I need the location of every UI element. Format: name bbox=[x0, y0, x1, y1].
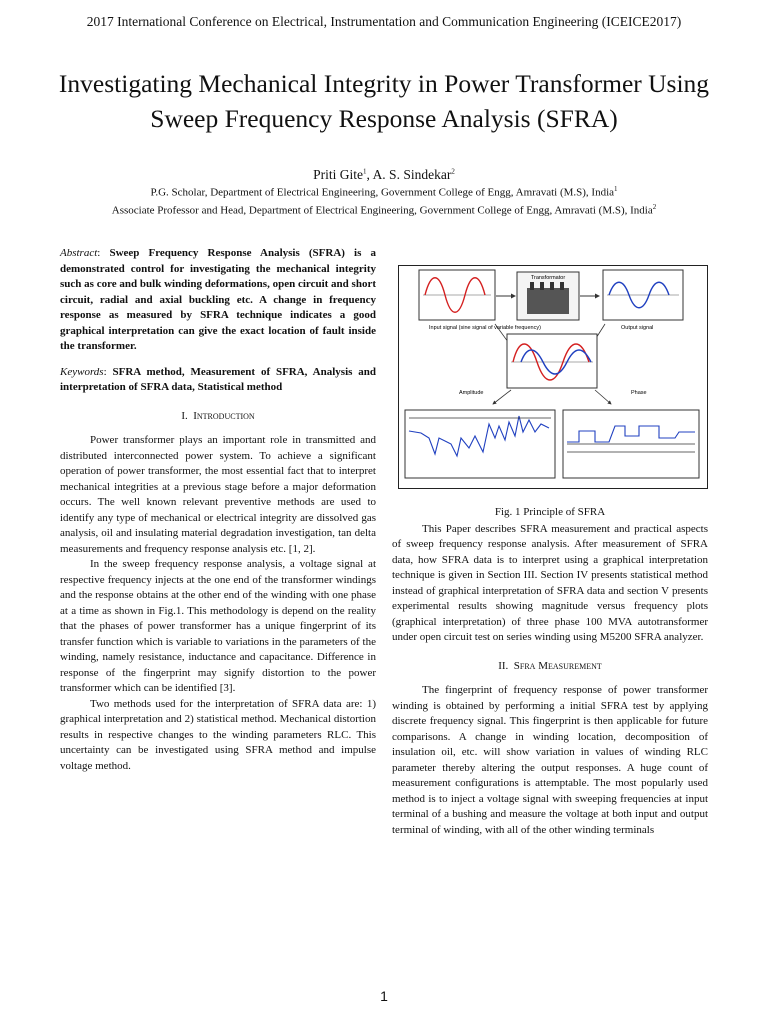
author-line bbox=[0, 167, 768, 183]
affiliation-1 bbox=[0, 185, 768, 199]
intro-paragraph-2: In the sweep frequency response analysis, a voltage signal at respective frequency injects at the one end of the transformer windings and the response obtains at the other end of the winding with one phase at a time as shown in Fig.1. This methodology is depend on the reality that the phases of power transformer has a unique fingerprint of its transfer function which is variable to variations in the parameters of the winding, namely resistance, inductance and capacitance. Difference in response of the fingerprint may signify distortion to the power transformer which can be identified [3]. bbox=[60, 558, 376, 694]
transformer-label: Transformator bbox=[530, 275, 566, 281]
abstract bbox=[60, 246, 376, 355]
section-2-paragraph: The fingerprint of frequency response of power transformer winding is obtained by performing a initial SFRA test by applying discrete frequency signal. This fingerprint is then applicable for future comparisons. A change in winding location, decomposition of insulation oil, etc. will show variation in values of winding RLC parameter thereby altering the output responses. A huge count of measurement configurations is attemptable. The most popularly used method is to inject a voltage signal with sweeping frequencies at input terminal of a bushing and measure the voltage at both input and output terminal of winding, with all of the other winding terminals bbox=[392, 684, 708, 836]
intro-paragraph-3: Two methods used for the interpretation of SFRA data are: 1) graphical interpretation and 2) statistical method. Mechanical distortion results in respective changes to the winding parameters RLC. This uncertainty can be investigated using SFRA method and impulse voltage method. bbox=[60, 697, 376, 772]
abstract-text: Sweep Frequency Response Analysis (SFRA) is a demonstrated control for investigating the mechanical integrity such as core and bulk winding deformations, open circuit and short circuit, radial and axial buckling etc. A change in frequency response as measured by SFRA technique indicates a good graphical interpretation can give the exact location of fault inside the transformer. bbox=[60, 247, 376, 352]
section-1-number: I. bbox=[181, 409, 188, 422]
keywords-text: SFRA method, Measurement of SFRA, Analysis and interpretation of SFRA data, Statistical method bbox=[60, 365, 376, 393]
section-2-number: II. bbox=[498, 659, 509, 672]
affiliation-2-text: Associate Professor and Head, Department of Electrical Engineering, Government College of Engg, Amravati (M.S), India bbox=[111, 204, 653, 217]
phase-label: Phase bbox=[631, 390, 647, 396]
author-separator: , bbox=[366, 167, 373, 182]
right-paragraph: This Paper describes SFRA measurement and practical aspects of sweep frequency response analysis. After measurement of SFRA data, how SFRA data is to interpret using a graphical interpretation technique is given in Section III. Section IV presents statistical method instead of graphical interpretation of SFRA data and section V presents experimental results showing magnitude versus frequency plots (graphical interpretation) of three phase 100 MVA autotransformer under open circuit test on series winding using M5200 SFRA analyzer. bbox=[392, 522, 708, 643]
left-column bbox=[60, 246, 376, 774]
affiliation-1-sup: 1 bbox=[614, 185, 618, 193]
abstract-label: Abstract bbox=[60, 247, 98, 259]
affiliation-2 bbox=[0, 203, 768, 217]
sfra-diagram bbox=[399, 266, 707, 488]
conference-header: 2017 International Conference on Electrical, Instrumentation and Communication Engineering (ICEICE2017) bbox=[86, 14, 682, 29]
author-1-sup: 1 bbox=[363, 167, 367, 176]
author-1: Priti Gite bbox=[313, 167, 364, 182]
output-signal-label: Output signal bbox=[621, 325, 654, 331]
keywords bbox=[60, 365, 376, 396]
section-2-title: Sfra Measurement bbox=[513, 659, 602, 672]
author-2: A. S. Sindekar bbox=[372, 167, 452, 182]
sfra-principle-figure bbox=[398, 265, 708, 489]
input-signal-label: Input signal (sine signal of variable frequency) bbox=[429, 325, 541, 331]
author-2-sup: 2 bbox=[451, 167, 455, 176]
page-number: 1 bbox=[380, 988, 388, 1004]
abstract-sep: : bbox=[97, 247, 110, 259]
keywords-label: Keywords bbox=[60, 365, 104, 378]
section-1-heading bbox=[60, 409, 376, 425]
amplitude-plot bbox=[405, 410, 555, 478]
section-2-heading bbox=[392, 659, 708, 675]
right-column bbox=[392, 505, 708, 838]
section-1-title: Introduction bbox=[193, 409, 255, 422]
keywords-sep: : bbox=[103, 365, 113, 378]
intro-paragraph-1: Power transformer plays an important role in transmitted and distributed interconnected power system. To achieve a significant operation of power transformer, the most essential fact that to interpret mechanical integrities at a previous stage before a major deformation occurs. The well known relevant preventive methods are used to identify any type of mechanical or electrical integrity are dissolved gas analysis, oil and insulating material degradation investigation, tan delta measurements and frequency response analysis etc. [1, 2]. bbox=[60, 434, 376, 555]
paper-title: Investigating Mechanical Integrity in Power Transformer Using Sweep Frequency Response Analysis (SFRA) bbox=[58, 69, 710, 133]
figure-caption: Fig. 1 Principle of SFRA bbox=[494, 506, 606, 518]
transformer-icon bbox=[527, 288, 569, 314]
affiliation-2-sup: 2 bbox=[652, 203, 657, 211]
amplitude-label: Amplitude bbox=[459, 390, 484, 396]
affiliation-1-text: P.G. Scholar, Department of Electrical Engineering, Government College of Engg, Amravati (M.S), India bbox=[150, 186, 615, 199]
